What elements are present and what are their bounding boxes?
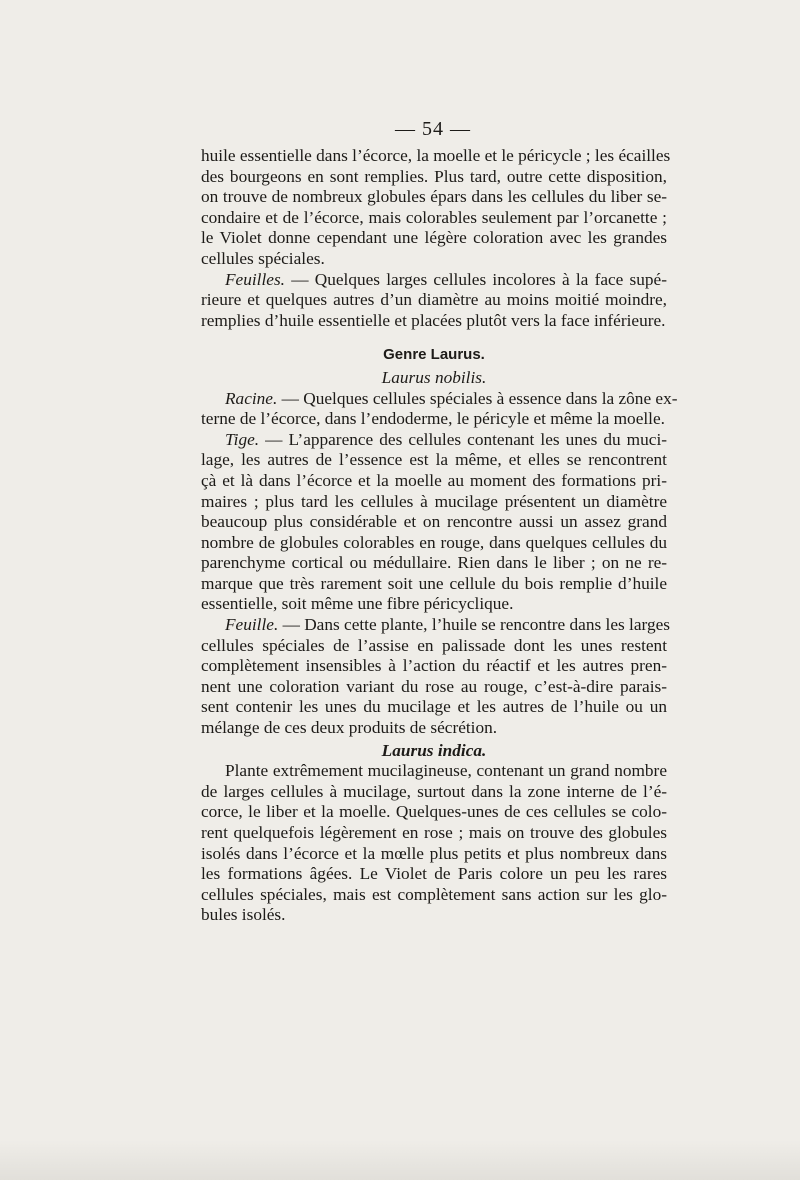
text-line: les formations âgées. Le Violet de Paris colore un peu les rares [201,864,667,884]
text-line: çà et là dans l’écorce et la moelle au moment des formations pri- [201,470,667,490]
paragraph-intro [201,146,671,270]
text-line: cellules spéciales, mais est complètement sans action sur les glo- [201,884,667,904]
text-line [201,270,667,291]
text-line: isolés dans l’écorce et la mœlle plus petits et plus nombreux dans [201,843,667,863]
text-line: huile essentielle dans l’écorce, la moelle et le péricycle ; les écailles [201,146,671,165]
scan-shadow [0,1140,800,1180]
species-heading-indica: Laurus indica. [381,740,487,760]
genus-heading: Genre Laurus. [383,346,485,364]
text-line: parenchyme cortical ou médullaire. Rien dans le liber ; on ne re- [201,553,667,573]
text-line: remplies d’huile essentielle et placées plutôt vers la face inférieure. [201,310,666,330]
text-line [201,430,667,451]
text-line: beaucoup plus considérable et on rencontre aussi un assez grand [201,512,667,532]
text-line: rent quelquefois légèrement en rose ; mais on trouve des globules [201,823,667,842]
section-label-tige: Tige. [225,429,260,449]
paragraph-racine [201,388,678,430]
section-label-racine: Racine. [225,388,278,408]
text-line: des bourgeons en sont remplies. Plus tard, outre cette disposition, [201,166,667,186]
section-label-feuilles: Feuilles. [225,269,285,289]
text-line [201,615,670,636]
text-line: sent contenir les unes du mucilage et les autres de l’huile ou un [201,697,667,717]
paragraph-feuille [201,615,670,739]
text-line: lage, les autres de l’essence est la même, et elles se rencontrent [201,450,667,470]
text-line: terne de l’écorce, dans l’endoderme, le péricyle et même la moelle. [201,409,665,429]
text-line: bules isolés. [201,905,286,925]
text-run: — Quelques larges cellules incolores à la face supé- [285,269,667,289]
text-line: le Violet donne cependant une légère coloration avec les grandes [201,228,667,248]
text-line: rieure et quelques autres d’un diamètre au moins moitié moindre, [201,290,667,310]
text-line: corce, le liber et la moelle. Quelques-unes de ces cellules se colo- [201,802,667,822]
text-line: nent une coloration variant du rose au rouge, c’est-à-dire parais- [201,676,667,696]
text-run: — Quelques cellules spéciales à essence dans la zône ex- [277,388,678,408]
text-line: marque que très rarement soit une cellule du bois remplie d’huile [201,573,667,593]
text-line [201,388,678,410]
text-line: mélange de ces deux produits de sécrétion. [201,718,498,738]
body-text [201,146,678,926]
paragraph-indica [201,761,667,926]
text-line: on trouve de nombreux globules épars dans les cellules du liber se- [201,187,667,207]
text-line: essentielle, soit même une fibre péricyclique. [201,594,514,614]
paragraph-tige [201,430,667,615]
text-line: Plante extrêmement mucilagineuse, contenant un grand nombre [225,761,667,781]
species-heading-nobilis: Laurus nobilis. [381,367,487,387]
text-line: cellules spéciales de l’assise en palissade dont les unes restent [201,635,667,655]
text-line: maires ; plus tard les cellules à mucilage présentent un diamètre [201,491,667,511]
text-line: cellules spéciales. [201,248,325,268]
text-line: condaire et de l’écorce, mais colorables seulement par l’orcanette ; [201,207,667,227]
text-run: — L’apparence des cellules contenant les unes du muci- [259,429,667,449]
paragraph-feuilles [201,270,667,332]
text-run: — Dans cette plante, l’huile se rencontre dans les larges [278,615,670,635]
page-number: — 54 — [395,118,471,140]
text-line: complètement insensibles à l’action du réactif et les autres pren- [201,656,667,676]
text-line: de larges cellules à mucilage, surtout dans la zone interne de l’é- [201,781,667,801]
section-label-feuille: Feuille. [225,615,279,635]
text-line: nombre de globules colorables en rouge, dans quelques cellules du [201,532,667,552]
